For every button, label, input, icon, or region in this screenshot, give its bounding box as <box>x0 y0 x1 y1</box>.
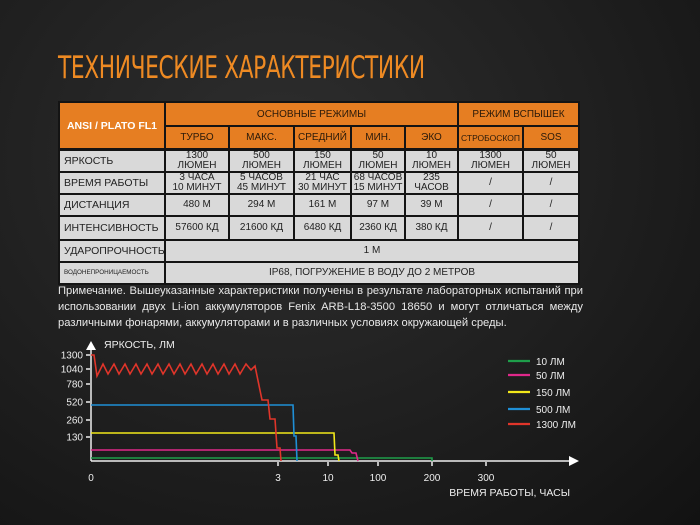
value-line: 1300 <box>185 150 209 161</box>
group-flash-modes: РЕЖИМ ВСПЫШЕК <box>459 103 578 125</box>
y-tick-label: 130 <box>66 432 83 444</box>
value-line: 3 ЧАСА <box>179 172 215 183</box>
value-line: 294 М <box>247 199 276 210</box>
value-line: / <box>549 177 553 188</box>
y-tick-label: 1040 <box>60 364 83 376</box>
value-line: 150 <box>314 150 331 161</box>
mode-header: СТРОБОСКОП <box>459 127 522 148</box>
value-line: / <box>489 222 492 233</box>
value-line: ЛЮМЕН <box>303 160 342 171</box>
value-line: 39 М <box>420 199 443 210</box>
value-line: / <box>489 177 492 188</box>
value-line: 57600 КД <box>175 222 219 233</box>
footnote: Примечание. Вышеуказанные характеристики получены в результате лабораторных испытаний при использовании двух Li-ion аккумуляторов Fenix ARB-L18-3500 18650 и могут отличаться между различными фонарями, аккумуляторами и в различных условиях окружающей среды. <box>58 285 583 329</box>
mode-header: ТУРБО <box>166 127 228 148</box>
impact-value: 1 М <box>166 241 578 261</box>
x-tick-label: 0 <box>88 473 94 484</box>
value-line: ЛЮМЕН <box>471 160 510 171</box>
value-line: 161 М <box>308 199 337 210</box>
series-line <box>91 355 281 461</box>
value-line: ЛЮМЕН <box>242 160 281 171</box>
x-tick-label: 200 <box>423 473 441 484</box>
mode-header: ЭКО <box>406 127 457 148</box>
value-line: 97 М <box>366 199 390 210</box>
x-tick-label: 100 <box>369 473 387 484</box>
series-line <box>91 450 358 461</box>
x-axis-arrow-icon <box>569 456 579 466</box>
value-line: 68 ЧАСОВ <box>353 172 403 183</box>
value-line: 6480 КД <box>303 222 342 233</box>
value-line: ЛЮМЕН <box>412 160 451 171</box>
row-label: ДИСТАНЦИЯ <box>60 195 164 215</box>
legend-label: 50 ЛМ <box>536 371 565 382</box>
value-line: ЧАСОВ <box>414 182 449 193</box>
value-line: 21 ЧАС <box>305 172 340 183</box>
value-line: 10 <box>425 150 438 161</box>
mode-header: СРЕДНИЙ <box>295 127 350 148</box>
value-line: 235 <box>423 172 440 183</box>
y-tick-label: 780 <box>66 379 83 391</box>
row-label: ЯРКОСТЬ <box>60 151 164 171</box>
value-line: 5 ЧАСОВ <box>240 172 283 183</box>
value-line: 500 <box>253 150 270 161</box>
mode-header: МАКС. <box>230 127 293 148</box>
value-line: ЛЮМЕН <box>531 160 571 171</box>
value-line: 380 КД <box>415 222 448 233</box>
value-line: / <box>489 199 492 210</box>
row-label: ИНТЕНСИВНОСТЬ <box>60 217 164 239</box>
value-line: ЛЮМЕН <box>358 160 398 171</box>
value-line: 50 <box>545 150 557 161</box>
page-title: ТЕХНИЧЕСКИЕ ХАРАКТЕРИСТИКИ <box>58 50 425 86</box>
value-line: 50 <box>372 150 384 161</box>
group-main-modes: ОСНОВНЫЕ РЕЖИМЫ <box>166 103 457 125</box>
value-line: 10 МИНУТ <box>172 182 222 193</box>
value-line: 15 МИНУТ <box>353 182 403 193</box>
value-line: 30 МИНУТ <box>297 182 348 193</box>
row-label: ВРЕМЯ РАБОТЫ <box>60 173 164 193</box>
value-line: 480 М <box>183 199 211 210</box>
value-line: / <box>549 222 553 233</box>
x-tick-label: 300 <box>477 473 495 484</box>
value-line: 2360 КД <box>359 222 397 233</box>
value-line: 21600 КД <box>239 222 284 233</box>
y-axis-label: ЯРКОСТЬ, ЛМ <box>104 339 175 351</box>
value-line: ЛЮМЕН <box>177 160 217 171</box>
legend-label: 150 ЛМ <box>536 388 571 399</box>
mode-header: МИН. <box>352 127 404 148</box>
impact-label: УДАРОПРОЧНОСТЬ <box>60 241 164 261</box>
x-axis-label: ВРЕМЯ РАБОТЫ, ЧАСЫ <box>449 487 570 499</box>
y-tick-label: 260 <box>66 415 83 427</box>
legend-label: 1300 ЛМ <box>536 420 576 431</box>
legend-label: 10 ЛМ <box>536 357 565 368</box>
waterproof-label: ВОДОНЕПРОНИЦАЕМОСТЬ <box>60 263 164 283</box>
value-line: 45 МИНУТ <box>236 182 287 193</box>
legend-label: 500 ЛМ <box>536 405 571 416</box>
x-tick-label: 3 <box>275 473 281 484</box>
series-line <box>91 433 339 461</box>
waterproof-value: IP68, ПОГРУЖЕНИЕ В ВОДУ ДО 2 МЕТРОВ <box>166 263 578 283</box>
value-line: 1300 <box>479 150 502 161</box>
corner-header: ANSI / PLATO FL1 <box>60 103 164 148</box>
value-line: / <box>549 199 553 210</box>
x-tick-label: 10 <box>322 473 334 484</box>
y-tick-label: 1300 <box>60 350 83 362</box>
mode-header: SOS <box>524 127 578 148</box>
y-tick-label: 520 <box>66 397 83 409</box>
y-axis-arrow-icon <box>86 341 96 350</box>
